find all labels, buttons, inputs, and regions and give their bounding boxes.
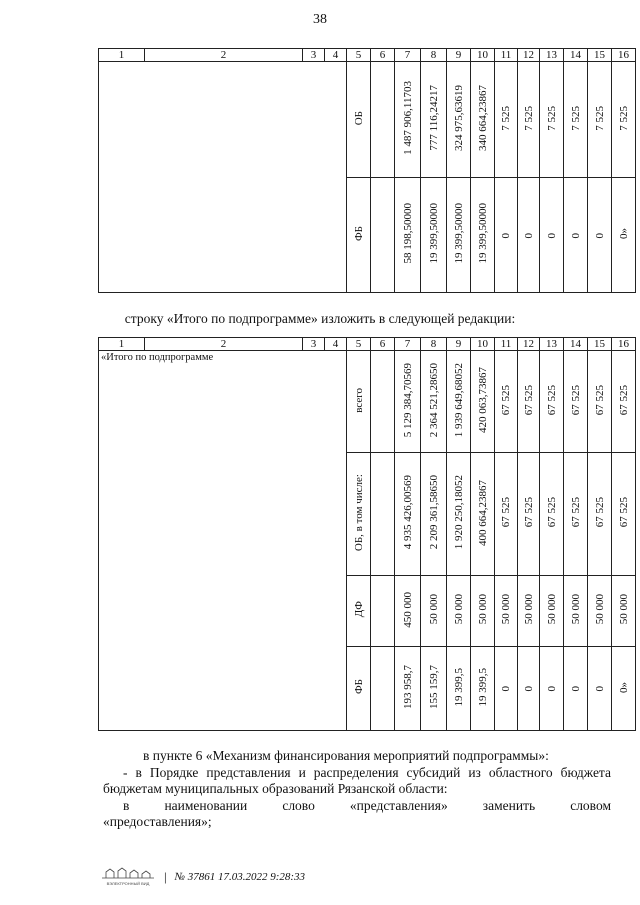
column-header: 6 xyxy=(371,49,395,62)
column-header: 11 xyxy=(495,338,518,351)
table-top xyxy=(98,48,636,293)
table-row xyxy=(99,351,636,453)
cell-value: 67 525 xyxy=(545,384,558,416)
cell-value: 67 525 xyxy=(617,497,630,528)
cell-value: 2 209 361,58650 xyxy=(427,475,440,550)
subprogram-title-cell xyxy=(99,351,347,731)
cell-value: 193 958,7 xyxy=(401,665,414,709)
row-label-cell xyxy=(347,178,371,293)
row-label: ДФ xyxy=(352,601,365,618)
value-cell xyxy=(395,576,421,647)
value-cell xyxy=(395,453,421,576)
cell-value: 1 487 906,11703 xyxy=(401,81,414,155)
value-cell xyxy=(495,453,518,576)
value-cell xyxy=(421,62,447,178)
column-header: 2 xyxy=(145,338,303,351)
cell-value: 50 000 xyxy=(476,594,489,625)
value-cell xyxy=(564,178,588,293)
paragraph-3-word: заменить xyxy=(482,797,536,813)
cell-value: 50 000 xyxy=(522,594,535,625)
column-header: 16 xyxy=(612,338,636,351)
column-header: 5 xyxy=(347,49,371,62)
column-header: 8 xyxy=(421,49,447,62)
value-cell xyxy=(518,351,540,453)
cell-value: 67 525 xyxy=(569,384,582,416)
cell-value: 67 525 xyxy=(593,384,606,416)
cell-value: 7 525 xyxy=(593,105,606,131)
column-header: 3 xyxy=(303,338,325,351)
row-label-cell xyxy=(347,62,371,178)
value-cell xyxy=(612,453,636,576)
value-cell xyxy=(564,576,588,647)
value-cell xyxy=(588,453,612,576)
table-header-row xyxy=(99,338,636,351)
column-header: 16 xyxy=(612,49,636,62)
value-cell xyxy=(540,576,564,647)
value-cell xyxy=(447,62,471,178)
cell-value: 777 116,24217 xyxy=(427,85,440,151)
column-header: 4 xyxy=(325,49,347,62)
paragraph-3-word: наименовании xyxy=(164,797,248,813)
value-cell xyxy=(564,62,588,178)
column-header: 10 xyxy=(471,338,495,351)
value-cell xyxy=(395,351,421,453)
cell-value: 19 399,5 xyxy=(476,667,489,707)
row-label: ОБ, в том числе: xyxy=(352,473,365,552)
value-cell xyxy=(495,351,518,453)
column-header: 9 xyxy=(447,338,471,351)
subprogram-title: «Итого по подпрограмме xyxy=(101,352,214,363)
cell-value: 324 975,63619 xyxy=(452,85,465,151)
column-header: 6 xyxy=(371,338,395,351)
cell-value: 67 525 xyxy=(569,497,582,528)
blank-cell xyxy=(99,62,347,293)
cell-value: 0 xyxy=(500,686,512,692)
cell-value: 7 525 xyxy=(500,105,512,131)
cell-value: 19 399,5 xyxy=(452,667,465,707)
cell-value: 19 399,50000 xyxy=(427,203,440,264)
cell-value: 67 525 xyxy=(545,497,558,528)
paragraph-3-end: «предоставления»; xyxy=(103,814,212,829)
column-header: 4 xyxy=(325,338,347,351)
paragraph-3-word: «представления» xyxy=(349,797,448,813)
separator: | xyxy=(164,869,167,884)
paragraph-1: в пункте 6 «Механизм финансирования мероприятий подпрограммы»: xyxy=(143,748,549,763)
cell-value: 0 xyxy=(569,686,582,692)
column-header: 11 xyxy=(495,49,518,62)
cell-value: 0 xyxy=(569,232,582,238)
cell-value: 67 525 xyxy=(617,384,630,416)
column-header: 15 xyxy=(588,338,612,351)
value-cell xyxy=(564,647,588,731)
value-cell xyxy=(564,453,588,576)
svg-text:ВЭЛЕКТРОННЫЙ ВИД: ВЭЛЕКТРОННЫЙ ВИД xyxy=(106,881,150,886)
column-header: 2 xyxy=(145,49,303,62)
cell-value: 1 939 649,68052 xyxy=(452,362,465,438)
cell-value: 0 xyxy=(522,232,535,238)
cell-value: 50 000 xyxy=(427,594,440,625)
column-header: 5 xyxy=(347,338,371,351)
column-header: 15 xyxy=(588,49,612,62)
value-cell xyxy=(518,647,540,731)
cell-value: 0 xyxy=(545,686,558,692)
table-row xyxy=(99,62,636,178)
cell-value: 67 525 xyxy=(500,384,512,416)
row-label-cell xyxy=(347,576,371,647)
blank-cell xyxy=(371,576,395,647)
column-header: 14 xyxy=(564,338,588,351)
cell-value: 0» xyxy=(617,228,630,239)
row-label: ФБ xyxy=(352,679,365,695)
paragraph-2: - в Порядке представления и распределения субсидий из областного бюджета бюджетам муниципальных образований Рязанской области: xyxy=(103,764,611,796)
cell-value: 67 525 xyxy=(522,497,535,528)
cell-value: 67 525 xyxy=(500,497,512,528)
cell-value: 400 664,23867 xyxy=(476,479,489,546)
cell-value: 0 xyxy=(545,232,558,238)
cell-value: 2 364 521,28650 xyxy=(427,362,440,438)
paragraph-3-line xyxy=(103,798,611,815)
value-cell xyxy=(471,178,495,293)
value-cell xyxy=(612,647,636,731)
footer xyxy=(100,866,305,888)
row-label: всего xyxy=(352,387,365,413)
value-cell xyxy=(471,62,495,178)
paragraph-3-word: в xyxy=(123,797,130,813)
cell-value: 0 xyxy=(593,686,606,692)
cell-value: 67 525 xyxy=(522,384,535,416)
column-header: 14 xyxy=(564,49,588,62)
column-header: 7 xyxy=(395,49,421,62)
value-cell xyxy=(540,62,564,178)
value-cell xyxy=(447,351,471,453)
value-cell xyxy=(395,62,421,178)
cell-value: 50 000 xyxy=(500,594,512,625)
cell-value: 0 xyxy=(522,686,535,692)
value-cell xyxy=(471,453,495,576)
value-cell xyxy=(471,647,495,731)
cell-value: 50 000 xyxy=(545,594,558,625)
e-document-logo xyxy=(100,866,156,888)
blank-cell xyxy=(371,351,395,453)
cell-value: 4 935 426,00569 xyxy=(401,475,414,550)
cell-value: 450 000 xyxy=(401,591,414,628)
value-cell xyxy=(421,178,447,293)
value-cell xyxy=(540,178,564,293)
value-cell xyxy=(564,351,588,453)
value-cell xyxy=(447,576,471,647)
row-label-cell xyxy=(347,647,371,731)
blank-cell xyxy=(371,62,395,178)
value-cell xyxy=(588,576,612,647)
value-cell xyxy=(612,576,636,647)
cell-value: 0 xyxy=(593,232,606,238)
cell-value: 5 129 384,70569 xyxy=(401,362,414,438)
column-header: 9 xyxy=(447,49,471,62)
cell-value: 50 000 xyxy=(593,594,606,625)
column-header: 13 xyxy=(540,49,564,62)
blank-cell xyxy=(371,453,395,576)
column-header: 12 xyxy=(518,49,540,62)
value-cell xyxy=(471,576,495,647)
cell-value: 7 525 xyxy=(545,105,558,131)
value-cell xyxy=(447,647,471,731)
value-cell xyxy=(395,178,421,293)
row-label-cell xyxy=(347,453,371,576)
cell-value: 58 198,50000 xyxy=(401,203,414,264)
value-cell xyxy=(421,351,447,453)
column-header: 3 xyxy=(303,49,325,62)
value-cell xyxy=(588,178,612,293)
value-cell xyxy=(421,647,447,731)
value-cell xyxy=(612,62,636,178)
value-cell xyxy=(518,62,540,178)
row-label: ФБ xyxy=(352,225,365,241)
cell-value: 7 525 xyxy=(522,105,535,131)
value-cell xyxy=(421,453,447,576)
cell-value: 340 664,23867 xyxy=(476,85,489,151)
column-header: 1 xyxy=(99,49,145,62)
doc-info: № 37861 17.03.2022 9:28:33 xyxy=(174,871,306,883)
value-cell xyxy=(540,453,564,576)
cell-value: 0 xyxy=(500,232,512,238)
value-cell xyxy=(518,453,540,576)
column-header: 7 xyxy=(395,338,421,351)
paragraph-3-word: слово xyxy=(282,797,315,813)
table-header-row xyxy=(99,49,636,62)
cell-value: 1 920 250,18052 xyxy=(452,475,465,550)
column-header: 12 xyxy=(518,338,540,351)
row-label: ОБ xyxy=(352,110,365,126)
cell-value: 0» xyxy=(617,681,630,693)
body-text xyxy=(103,748,611,831)
page-number: 38 xyxy=(313,12,327,27)
blank-cell xyxy=(371,178,395,293)
column-header: 1 xyxy=(99,338,145,351)
intro-text: строку «Итого по подпрограмме» изложить в следующей редакции: xyxy=(124,311,516,326)
value-cell xyxy=(518,178,540,293)
blank-cell xyxy=(371,647,395,731)
cell-value: 7 525 xyxy=(617,105,630,131)
value-cell xyxy=(447,453,471,576)
cell-value: 67 525 xyxy=(593,497,606,528)
value-cell xyxy=(588,647,612,731)
value-cell xyxy=(588,351,612,453)
value-cell xyxy=(495,647,518,731)
value-cell xyxy=(421,576,447,647)
paragraph-3-word: словом xyxy=(570,797,611,813)
value-cell xyxy=(588,62,612,178)
column-header: 8 xyxy=(421,338,447,351)
cell-value: 50 000 xyxy=(617,594,630,625)
cell-value: 50 000 xyxy=(569,594,582,625)
value-cell xyxy=(540,351,564,453)
value-cell xyxy=(495,178,518,293)
value-cell xyxy=(395,647,421,731)
value-cell xyxy=(518,576,540,647)
column-header: 13 xyxy=(540,338,564,351)
table-bottom xyxy=(98,337,636,731)
value-cell xyxy=(495,62,518,178)
value-cell xyxy=(612,178,636,293)
cell-value: 50 000 xyxy=(452,594,465,625)
cell-value: 19 399,50000 xyxy=(452,203,465,264)
value-cell xyxy=(540,647,564,731)
value-cell xyxy=(447,178,471,293)
cell-value: 7 525 xyxy=(569,105,582,131)
column-header: 10 xyxy=(471,49,495,62)
cell-value: 19 399,50000 xyxy=(476,203,489,264)
value-cell xyxy=(471,351,495,453)
cell-value: 420 063,73867 xyxy=(476,367,489,433)
cell-value: 155 159,7 xyxy=(427,665,440,709)
row-label-cell xyxy=(347,351,371,453)
value-cell xyxy=(495,576,518,647)
value-cell xyxy=(612,351,636,453)
